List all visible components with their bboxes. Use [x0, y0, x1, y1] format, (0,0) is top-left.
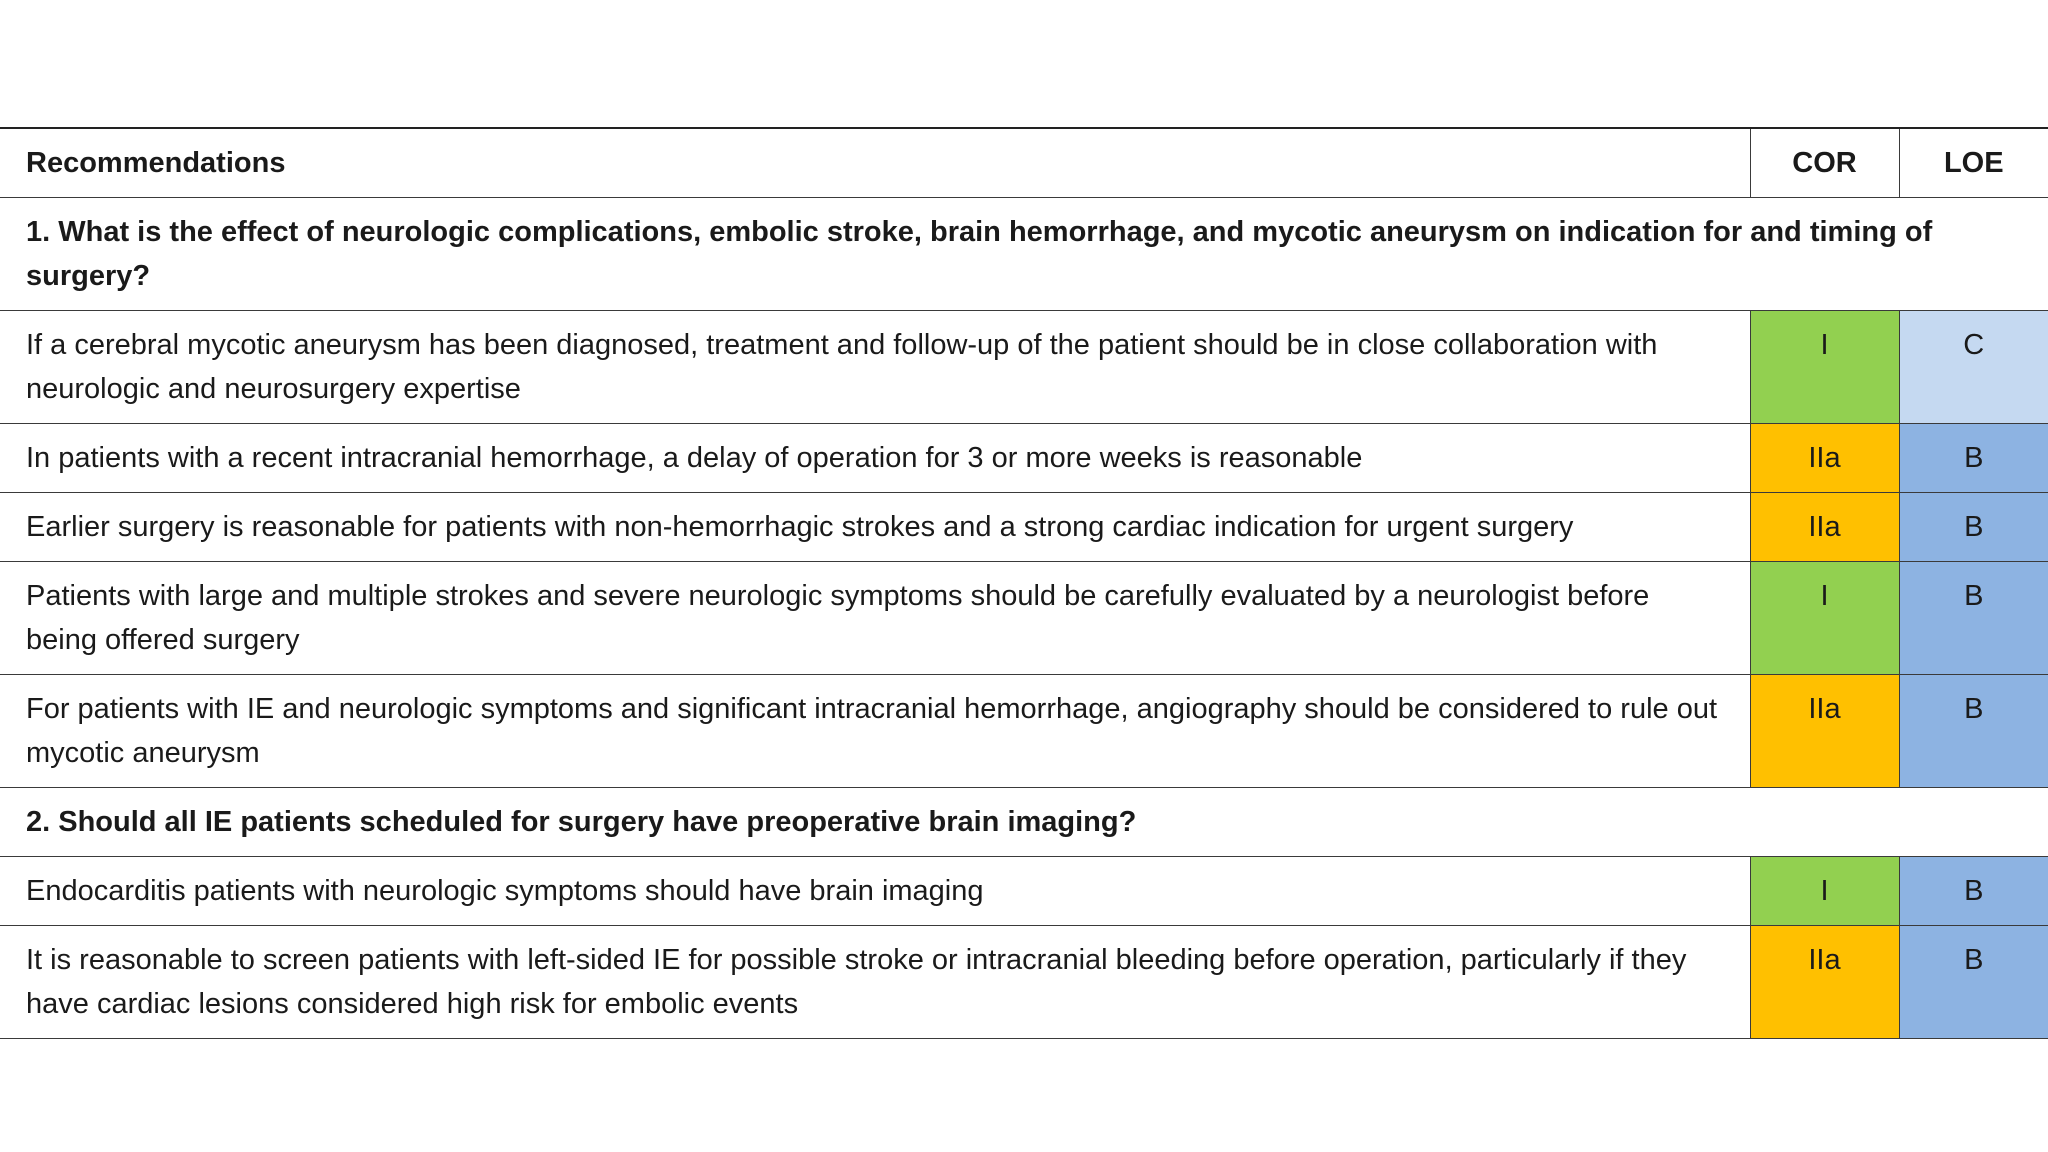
section-question: 2. Should all IE patients scheduled for surgery have preoperative brain imaging? — [0, 788, 2048, 857]
cor-cell: I — [1750, 857, 1899, 926]
cor-cell: IIa — [1750, 675, 1899, 788]
table-row — [0, 857, 2048, 926]
section-question: 1. What is the effect of neurologic complications, embolic stroke, brain hemorrhage, and mycotic aneurysm on indication for and timing of surgery? — [0, 198, 2048, 311]
header-row — [0, 128, 2048, 198]
loe-cell: B — [1899, 493, 2048, 562]
recommendation-text: Earlier surgery is reasonable for patients with non-hemorrhagic strokes and a strong cardiac indication for urgent surgery — [0, 493, 1750, 562]
recommendation-text: For patients with IE and neurologic symptoms and significant intracranial hemorrhage, angiography should be considered to rule out mycotic aneurysm — [0, 675, 1750, 788]
recommendations-table — [0, 127, 2048, 1039]
table-row — [0, 493, 2048, 562]
recommendation-text: Endocarditis patients with neurologic symptoms should have brain imaging — [0, 857, 1750, 926]
recommendation-text: It is reasonable to screen patients with left-sided IE for possible stroke or intracranial bleeding before operation, particularly if they have cardiac lesions considered high risk for embolic events — [0, 926, 1750, 1039]
cor-cell: IIa — [1750, 424, 1899, 493]
table-row — [0, 675, 2048, 788]
loe-cell: B — [1899, 675, 2048, 788]
section-row — [0, 788, 2048, 857]
table-row — [0, 424, 2048, 493]
cor-cell: I — [1750, 562, 1899, 675]
loe-cell: C — [1899, 311, 2048, 424]
cor-cell: IIa — [1750, 926, 1899, 1039]
cor-cell: I — [1750, 311, 1899, 424]
table-row — [0, 926, 2048, 1039]
loe-cell: B — [1899, 926, 2048, 1039]
cor-header: COR — [1750, 128, 1899, 198]
loe-cell: B — [1899, 857, 2048, 926]
cor-cell: IIa — [1750, 493, 1899, 562]
recommendation-text: In patients with a recent intracranial hemorrhage, a delay of operation for 3 or more weeks is reasonable — [0, 424, 1750, 493]
section-row — [0, 198, 2048, 311]
recommendation-text: Patients with large and multiple strokes and severe neurologic symptoms should be carefully evaluated by a neurologist before being offered surgery — [0, 562, 1750, 675]
table-row — [0, 562, 2048, 675]
loe-header: LOE — [1899, 128, 2048, 198]
table-row — [0, 311, 2048, 424]
loe-cell: B — [1899, 424, 2048, 493]
recommendation-text: If a cerebral mycotic aneurysm has been diagnosed, treatment and follow-up of the patient should be in close collaboration with neurologic and neurosurgery expertise — [0, 311, 1750, 424]
loe-cell: B — [1899, 562, 2048, 675]
recommendations-header: Recommendations — [0, 128, 1750, 198]
